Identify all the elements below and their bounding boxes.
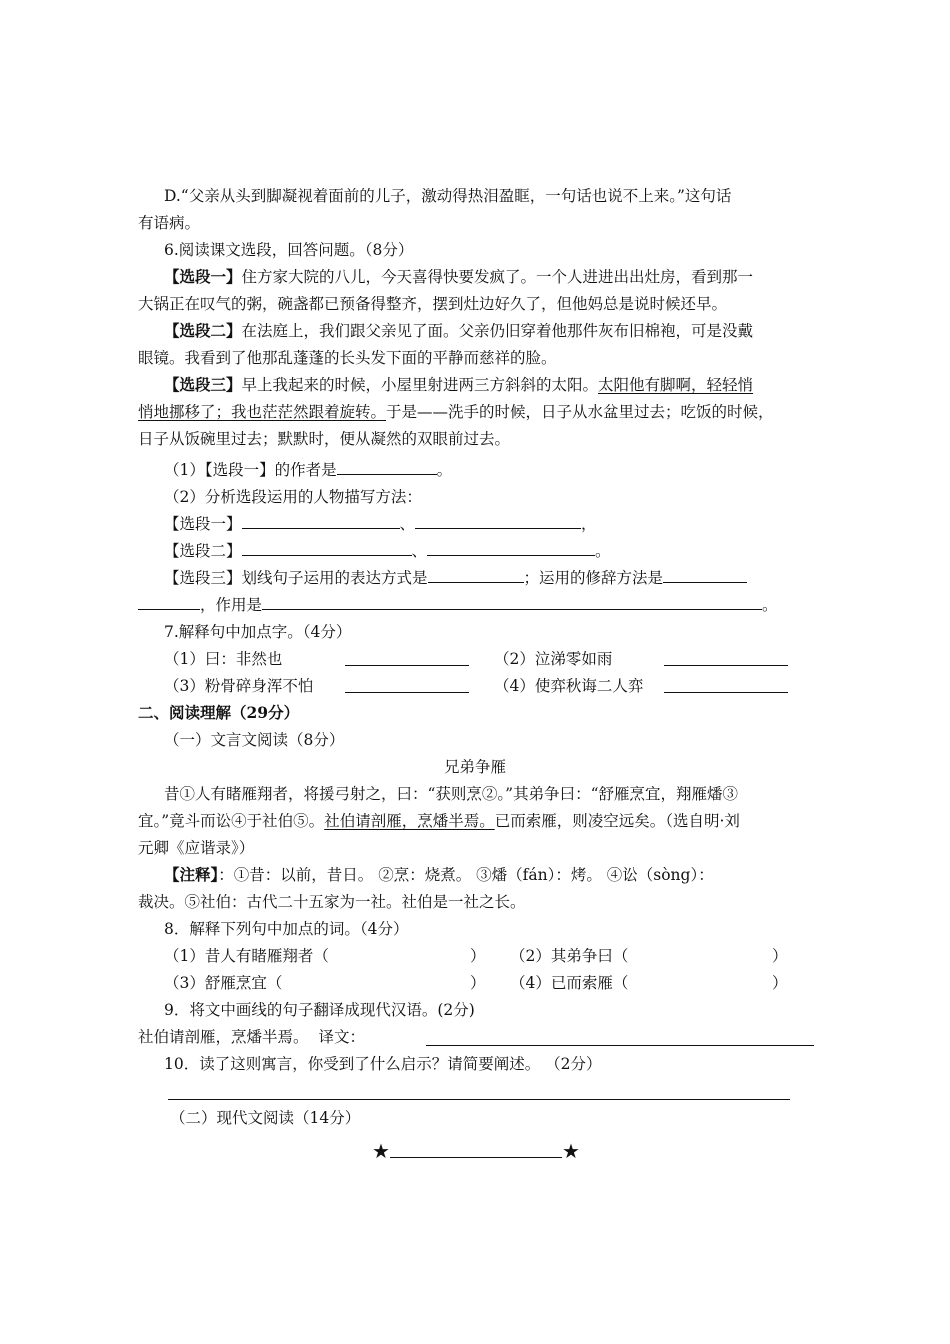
q7-item-3: （3）粉骨碎身浑不怕: [164, 677, 314, 695]
translation-answer-line[interactable]: [426, 1045, 814, 1046]
passage-line3: 元卿《应谐录》）: [138, 839, 255, 857]
q9-title: 9．将文中画线的句子翻译成现代汉语。(2分): [164, 1001, 475, 1019]
excerpt1-label: 【选段一】: [164, 267, 242, 286]
notes-label: 【注释】: [164, 865, 219, 884]
excerpt3-text-b: 于是——洗手的时候，日子从水盆里过去；吃饭的时候，: [386, 403, 774, 421]
excerpt3-underlined-b: 悄地挪移了；我也茫茫然跟着旋转。: [138, 403, 387, 421]
q8-item-4: （4）已而索雁（: [510, 974, 629, 992]
excerpt3-line2: [138, 401, 774, 423]
q6-sub2: （2）分析选段运用的人物描写方法：: [164, 488, 422, 506]
answer-excerpt3-text2: ；运用的修辞方法是: [523, 569, 664, 587]
q8-item-3: （3）舒雁烹宜（: [164, 974, 283, 992]
q10-title: 10．读了这则寓言，你受到了什么启示？请简要阐述。 （2分）: [164, 1055, 602, 1073]
sep: 。: [762, 596, 778, 614]
sep: 、: [399, 515, 416, 533]
excerpt2-blank-a[interactable]: [242, 540, 412, 556]
passage-line1: 昔①人有睹雁翔者，将援弓射之，曰：“获则烹②。”其弟争曰：“舒雁烹宜，翔雁燔③: [164, 785, 739, 803]
passage-line2: [138, 810, 740, 832]
excerpt2-line1: [164, 320, 753, 342]
q6-sub1-end: 。: [436, 461, 453, 479]
q8-close-2: ）: [772, 947, 788, 965]
excerpt3-line3: 日子从饭碗里过去；默默时，便从凝然的双眼前过去。: [138, 430, 511, 448]
excerpt2-blank-b[interactable]: [427, 540, 595, 556]
q10-answer-line[interactable]: [168, 1099, 790, 1100]
q7-item-2: （2）泣涕零如雨: [494, 650, 613, 668]
q7-blank-1[interactable]: [345, 650, 469, 666]
excerpt1-line1: [164, 266, 753, 288]
q8-title: 8．解释下列句中加点的词。（4分）: [164, 920, 409, 938]
excerpt1-text: 住方家大院的八儿，今天喜得快要发疯了。一个人进进出出灶房，看到那一: [241, 268, 754, 286]
q7-item-1: （1）曰：非然也: [164, 650, 283, 668]
answer-excerpt3-text3: ，作用是: [200, 596, 263, 614]
expression-blank[interactable]: [428, 567, 524, 583]
answer-excerpt2-label: 【选段二】: [164, 542, 242, 560]
notes-line2: 裁决。⑤社伯：古代二十五家为一社。社伯是一社之长。: [138, 893, 526, 911]
option-d-line2: 有语病。: [138, 214, 201, 232]
translation-label: 译文：: [318, 1028, 366, 1046]
q7-title: 7.解释句中加点字。（4分）: [164, 623, 352, 641]
q8-close-3: ）: [470, 974, 486, 992]
passage-text-a: 宜。”竟斗而讼④于社伯⑤。: [138, 812, 325, 830]
q8-close-1: ）: [470, 947, 486, 965]
passage-title: 兄弟争雁: [443, 758, 506, 776]
sep: 。: [595, 542, 611, 560]
title-blank-line: [390, 1157, 562, 1158]
q7-blank-4[interactable]: [664, 677, 788, 693]
notes-line1: [164, 864, 714, 886]
excerpt2-text: 在法庭上，我们跟父亲见了面。父亲仍旧穿着他那件灰布旧棉袍，可是没戴: [241, 322, 754, 340]
star-icon: ★: [372, 1139, 390, 1163]
sep: ，: [581, 515, 597, 533]
passage-underlined: 社伯请剖雁，烹燔半焉。: [324, 812, 495, 830]
q9-sentence-text: 社伯请剖雁，烹燔半焉。: [138, 1028, 309, 1046]
notes-text: ：①昔：以前，昔日。 ②烹：烧煮。 ③燔（fán）：烤。 ④讼（sòng）：: [218, 866, 714, 884]
answer-excerpt3-cont: [138, 594, 778, 616]
excerpt1-blank-a[interactable]: [242, 513, 400, 529]
q8-item-2: （2）其弟争曰（: [510, 947, 629, 965]
excerpt2-label: 【选段二】: [164, 321, 242, 340]
q9-sentence: [138, 1026, 365, 1048]
q6-title: 6.阅读课文选段，回答问题。（8分）: [164, 241, 414, 259]
excerpt3-label: 【选段三】: [164, 375, 242, 394]
modern-reading-heading: （二）现代文阅读（14分）: [170, 1109, 361, 1127]
q7-blank-3[interactable]: [345, 677, 469, 693]
rhetoric-blank-b[interactable]: [138, 594, 200, 610]
excerpt3-text: 早上我起来的时候，小屋里射进两三方斜斜的太阳。: [241, 376, 599, 394]
excerpt3-line1: [164, 374, 753, 396]
q8-close-4: ）: [772, 974, 788, 992]
answer-excerpt1-label: 【选段一】: [164, 515, 242, 533]
excerpt1-blank-b[interactable]: [415, 513, 581, 529]
excerpt1-line2: 大锅正在叹气的粥，碗盏都已预备得整齐，摆到灶边好久了，但他妈总是说时候还早。: [138, 295, 728, 313]
answer-excerpt3-label: 【选段三】: [164, 569, 242, 587]
title-blank[interactable]: [372, 1140, 582, 1162]
sep: 、: [411, 542, 428, 560]
answer-excerpt3-text1: 划线句子运用的表达方式是: [241, 569, 428, 587]
excerpt3-underlined-a: 太阳他有脚啊，轻轻悄: [598, 376, 754, 394]
author-answer-blank[interactable]: [337, 459, 437, 475]
q6-sub1-text: （1）【选段一】的作者是: [164, 461, 337, 479]
effect-blank[interactable]: [262, 594, 762, 610]
section2-heading: 二、阅读理解（29分）: [138, 703, 300, 722]
excerpt2-line2: 眼镜。我看到了他那乱蓬蓬的长头发下面的平静而慈祥的脸。: [138, 349, 557, 367]
q6-sub1: [164, 459, 452, 481]
answer-excerpt1: [164, 513, 597, 535]
classical-reading-heading: （一）文言文阅读（8分）: [164, 731, 345, 749]
option-d-line1: D.“父亲从头到脚凝视着面前的儿子，激动得热泪盈眶，一句话也说不上来。”这句话: [164, 187, 732, 205]
star-icon: ★: [562, 1139, 580, 1163]
answer-excerpt3: [164, 567, 747, 589]
rhetoric-blank-a[interactable]: [663, 567, 747, 583]
passage-text-b: 已而索雁，则凌空远矣。（选自明·刘: [494, 812, 740, 830]
q8-item-1: （1）昔人有睹雁翔者（: [164, 947, 329, 965]
q7-blank-2[interactable]: [664, 650, 788, 666]
answer-excerpt2: [164, 540, 611, 562]
q7-item-4: （4）使弈秋诲二人弈: [494, 677, 644, 695]
